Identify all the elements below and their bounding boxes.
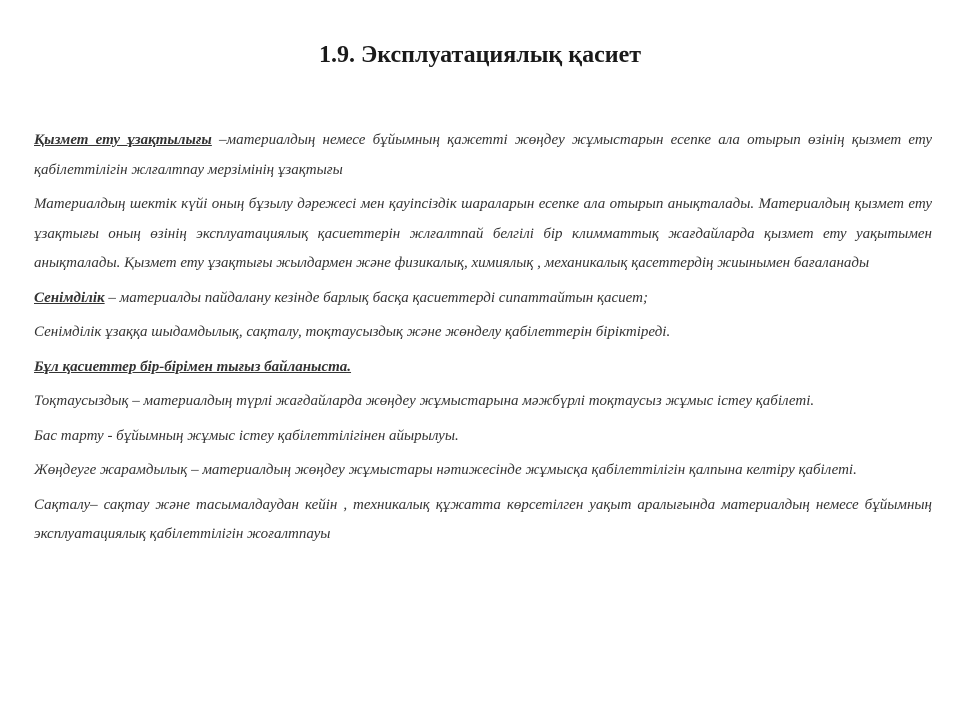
definition-reliability: – материалды пайдалану кезінде барлық басқа қасиеттерді сипаттайтын қасиет; — [104, 289, 648, 306]
term-reliability: Сенімділік — [34, 289, 105, 306]
paragraph-relationship-heading: Бұл қасиеттер бір-бірімен тығыз байланыста. — [34, 358, 352, 375]
paragraph-storability: Сақталу– сақтау және тасымалдаудан кейін , техникалық құжатта көрсетілген уақыт аралығында материалдың немесе бұйымның эксплуатациялық қабілеттілігін жоғалтпауы — [34, 496, 932, 542]
paragraph-maintainability: Жөңдеуге жарамдылық – материалдың жөңдеу жұмыстары нәтижесінде жұмысқа қабілеттілігін қалпына келтіру қабілеті. — [34, 462, 857, 478]
paragraph-service-life — [34, 126, 932, 185]
slide-title: 1.9. Эксплуатациялық қасиет — [318, 42, 642, 68]
term-service-life: Қызмет ету ұзақтылығы — [34, 132, 212, 148]
paragraph-limit-state: Материалдың шектік күйі оның бұзылу дәрежесі мен қауіпсіздік шараларын есепке ала отырып анықталады. Материалдың қызмет ету ұзақтығы оның өзінің эксплуатациялық қасиеттерін жлғалтпай белгілі бір климматтық жағдайларда қызмет ету уақытымен анықталады. Қызмет ету ұзақтығы жылдармен және физикалық, химиялық , механикалық қасеттердің жиынымен бағаланады — [34, 196, 932, 271]
paragraph-reliability-components: Сенімділік ұзаққа шыдамдылық, сақталу, тоқтаусыздық және жөнделу қабілеттерін біріктіреді. — [34, 324, 671, 340]
slide-content — [34, 126, 932, 555]
paragraph-failure: Бас тарту - бұйымның жұмыс істеу қабілеттілігінен айырылуы. — [34, 427, 459, 444]
paragraph-reliability — [34, 284, 932, 314]
paragraph-failure-free: Тоқтаусыздық – материалдың түрлі жағдайларда жөңдеу жұмыстарына мәжбүрлі тоқтаусыз жұмыс істеу қабілеті. — [34, 393, 815, 409]
definition-service-life: –материалдың немесе бұйымның қажетті жөңдеу жұмыстарын есепке ала отырып өзінің қызмет ету қабілеттілігін жлғалтпау мерзімінің ұзақтығы — [34, 132, 932, 178]
